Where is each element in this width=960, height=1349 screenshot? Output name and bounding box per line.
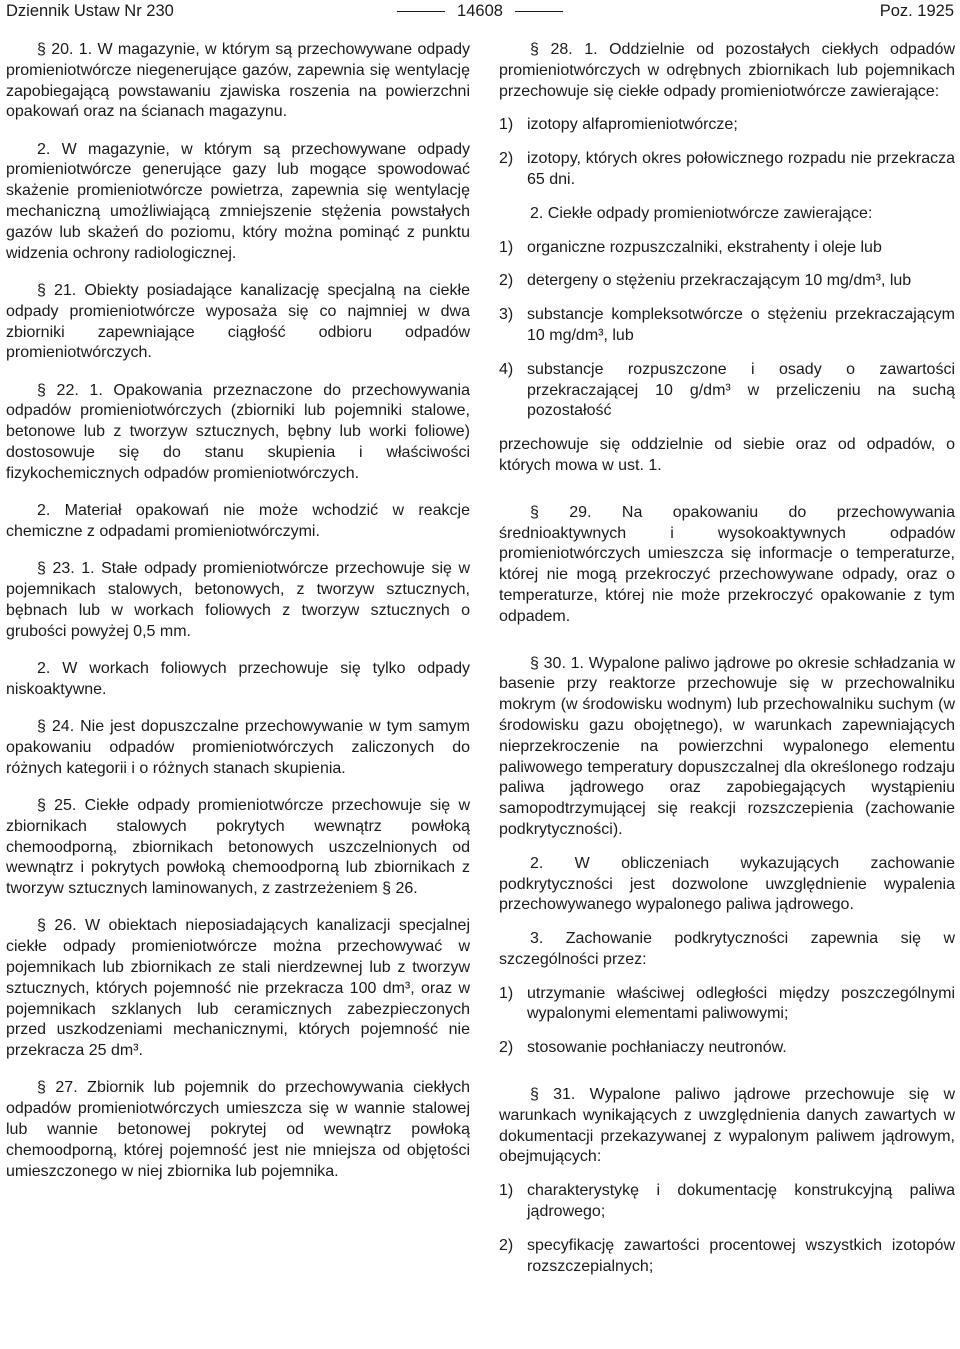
paragraph-30-2: 2. W obliczeniach wykazujących zachowanie podkrytyczności jest dozwolone uwzględnienie wypalenia przechowywanego wypalonego paliwa jądrowego. (499, 854, 955, 914)
list-item (499, 1038, 955, 1059)
list-item (499, 149, 955, 191)
paragraph-28-2-end: przechowuje się oddzielnie od siebie oraz od odpadów, o których mowa w ust. 1. (499, 436, 955, 474)
paragraph-31: § 31. Wypalone paliwo jądrowe przechowuje się w warunkach wynikających z uwzględnienia danych zawartych w dokumentacji przekazywanej z wypalonym paliwem jądrowym, obejmujących: (499, 1086, 955, 1166)
list-item (499, 1181, 955, 1223)
list-number: 1) (499, 238, 514, 256)
list-item (499, 1236, 955, 1278)
paragraph-27: § 27. Zbiornik lub pojemnik do przechowywania ciekłych odpadów promieniotwórczych umieszcza się w wannie stalowej lub wannie betonowej pokrytej od wewnątrz powłoką chemoodporną, której pojemność jest nie mniejsza od objętości umieszczonego w niej zbiornika lub pojemnika. (6, 1079, 470, 1180)
list-item (499, 115, 955, 136)
list-text: izotopy, których okres połowicznego rozpadu nie przekracza 65 dni. (527, 150, 955, 188)
left-column (6, 40, 470, 1199)
paragraph-29: § 29. Na opakowaniu do przechowywania średnioaktywnych i wysokoaktywnych odpadów promieniotwórczych umieszcza się informacje o temperaturze, której nie mogą przekroczyć przechowywane odpady, oraz o temperaturze, której nie może przekroczyć opakowanie z tym odpadem. (499, 503, 955, 625)
list-text: organiczne rozpuszczalniki, ekstrahenty i oleje lub (527, 238, 882, 256)
paragraph-20-2: 2. W magazynie, w którym są przechowywane odpady promieniotwórcze generujące gazy lub mogące spowodować skażenie promieniotwórcze powietrza, zapewnia się wentylację mechaniczną umożliwiającą zmniejszenie stężenia powstałych gazów lub skażeń do poziomu, który można pominąć z punktu widzenia ochrony radiologicznej. (6, 140, 470, 262)
list-text: detergeny o stężeniu przekraczającym 10 mg/dm³, lub (527, 272, 912, 290)
list-number: 2) (499, 1236, 514, 1254)
list-text: specyfikację zawartości procentowej wszystkich izotopów rozszczepialnych; (527, 1236, 955, 1275)
page-header (6, 0, 954, 22)
list-text: substancje rozpuszczone i osady o zawartości przekraczającej 10 g/dm³ w przeliczeniu na suchą pozostałość (527, 360, 955, 420)
list-number: 1) (499, 116, 514, 134)
list-text: utrzymanie właściwej odległości między poszczególnymi wypalonymi elementami paliwowymi; (527, 984, 955, 1023)
paragraph-28-1: § 28. 1. Oddzielnie od pozostałych ciekłych odpadów promieniotwórczych w odrębnych zbiornikach lub pojemnikach przechowuje się ciekłe odpady promieniotwórcze zawierające: (499, 41, 955, 100)
paragraph-24: § 24. Nie jest dopuszczalne przechowywanie w tym samym opakowaniu odpadów promieniotwórczych zaliczonych do różnych kategorii i o różnych stanach skupienia. (6, 718, 470, 777)
list-number: 2) (499, 272, 514, 290)
list-text: substancje kompleksotwórcze o stężeniu przekraczającym 10 mg/dm³, lub (527, 306, 955, 344)
journal-title: Dziennik Ustaw Nr 230 (6, 2, 174, 20)
paragraph-30-1: § 30. 1. Wypalone paliwo jądrowe po okresie schładzania w basenie przy reaktorze przechowuje się w przechowalniku mokrym (w środowisku wodnym) lub przechowalniku suchym (w środowisku gazu obojętnego), w warunkach zapewniających nieprzekroczenie na powierzchni wypalonego elementu paliwowego temperatury dopuszczalnej dla określonego rodzaju paliwa jądrowego oraz zapobiegających wystąpieniu samopodtrzymującej się reakcji rozszczepienia (zachowanie podkrytyczności). (499, 654, 955, 838)
list-number: 1) (499, 1182, 514, 1200)
list-text: izotopy alfapromieniotwórcze; (527, 116, 738, 134)
paragraph-22-1: § 22. 1. Opakowania przeznaczone do przechowywania odpadów promieniotwórczych (zbiorniki lub pojemniki stalowe, betonowe lub z tworzyw sztucznych, bębny lub worki foliowe) dostosowuje się do stanu skupienia i właściwości fizykochemicznych odpadów promieniotwórczych. (6, 381, 470, 482)
list-text: stosowanie pochłaniaczy neutronów. (527, 1039, 787, 1057)
paragraph-22-2: 2. Materiał opakowań nie może wchodzić w reakcje chemiczne z odpadami promieniotwórczymi. (6, 502, 470, 540)
paragraph-23-1: § 23. 1. Stałe odpady promieniotwórcze przechowuje się w pojemnikach stalowych, betonowych, z tworzyw sztucznych, bębnach lub w workach foliowych z tworzyw sztucznych o grubości powyżej 0,5 mm. (6, 560, 470, 640)
list-item (499, 238, 955, 259)
right-column (499, 40, 955, 1290)
list-number: 2) (499, 1039, 514, 1057)
list-item (499, 305, 955, 347)
list-item (499, 984, 955, 1026)
list-item (499, 271, 955, 292)
paragraph-23-2: 2. W workach foliowych przechowuje się tylko odpady niskoaktywne. (6, 659, 470, 698)
dash-right (515, 11, 563, 12)
page-number-wrap (6, 0, 954, 22)
position-number: Poz. 1925 (879, 2, 954, 20)
list-number: 1) (499, 984, 514, 1002)
paragraph-20-1: § 20. 1. W magazynie, w którym są przechowywane odpady promieniotwórcze niegenerujące gazów, zapewnia się wentylację zapobiegającą powstawaniu zjawiska roszenia na powierzchni opakowań oraz na ścianach magazynu. (6, 41, 470, 121)
page-number: 14608 (457, 2, 503, 20)
paragraph-30-3: 3. Zachowanie podkrytyczności zapewnia się w szczególności przez: (499, 930, 955, 968)
dash-left (397, 11, 445, 12)
list-text: charakterystykę i dokumentację konstrukcyjną paliwa jądrowego; (527, 1182, 955, 1221)
list-number: 3) (499, 306, 514, 324)
list-item (499, 360, 955, 422)
paragraph-26: § 26. W obiektach nieposiadających kanalizacji specjalnej ciekłe odpady promieniotwórcze można przechowywać w pojemnikach lub zbiornikach ze stali nierdzewnej lub z tworzyw sztucznych, których pojemność nie przekracza 100 dm³, oraz w pojemnikach szklanych lub ceramicznych zabezpieczonych przed uszkodzeniami mechanicznymi, których pojemność nie przekracza 25 dm³. (6, 917, 470, 1060)
list-number: 4) (499, 360, 514, 378)
paragraph-21: § 21. Obiekty posiadające kanalizację specjalną na ciekłe odpady promieniotwórcze wyposaża się co najmniej w dwa zbiorniki zapewniające ciągłość odbioru odpadów promieniotwórczych. (6, 281, 470, 362)
paragraph-28-2: 2. Ciekłe odpady promieniotwórcze zawierające: (530, 204, 873, 222)
list-number: 2) (499, 150, 514, 168)
paragraph-25: § 25. Ciekłe odpady promieniotwórcze przechowuje się w zbiornikach stalowych pokrytych wewnątrz powłoką chemoodporną, zbiornikach betonowych uszczelnionych od wewnątrz i pokrytych powłoką chemoodporną lub zbiornikach z tworzyw sztucznych laminowanych, z zastrzeżeniem § 26. (6, 796, 470, 898)
